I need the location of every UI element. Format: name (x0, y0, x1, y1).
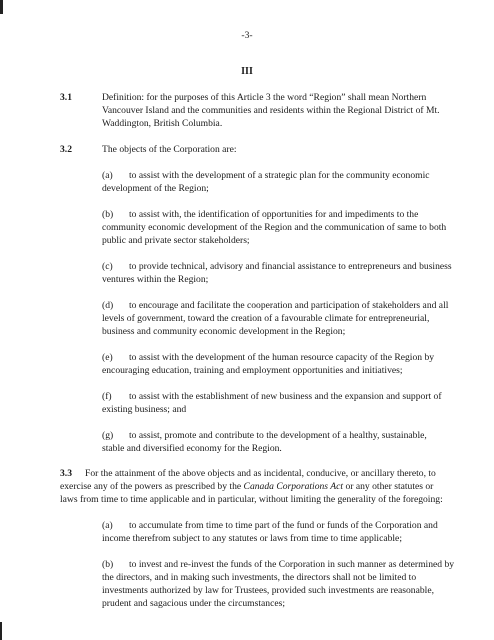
item-label: (a) (102, 520, 113, 531)
section-3-3-text: or any other statutes or (343, 481, 434, 492)
item-line: encouraging education, training and employment opportunities and initiatives; (102, 365, 403, 376)
item-label: (e) (102, 352, 113, 363)
item-line: investments authorized by law for Trustees, provided such investments are reasonable, (102, 585, 434, 596)
section-3-3-text: exercise any of the powers as prescribed by the (60, 481, 244, 492)
item-line: to provide technical, advisory and financial assistance to entrepreneurs and business (129, 261, 452, 272)
item-label: (f) (102, 391, 112, 402)
item-line: stable and diversified economy for the Region. (102, 443, 282, 454)
section-3-3-line: laws from time to time applicable and in particular, without limiting the generality of the foregoing: (60, 494, 443, 505)
scan-mark-bottom-left (0, 622, 2, 640)
item-line: to accumulate from time to time part of the fund or funds of the Corporation and (129, 520, 438, 531)
item-line: to assist with, the identification of opportunities for and impediments to the (129, 209, 419, 220)
section-3-1-line: Waddington, British Columbia. (102, 118, 223, 129)
item-line: levels of government, toward the creation of a favourable climate for entrepreneurial, (102, 313, 430, 324)
item-line: to assist with the development of a strategic plan for the community economic (129, 170, 430, 181)
item-line: business and community economic development in the Region; (102, 326, 346, 337)
item-label: (g) (102, 430, 114, 441)
item-line: development of the Region; (102, 183, 209, 194)
section-number-3-2: 3.2 (60, 144, 72, 155)
section-number-3-3: 3.3 (60, 468, 72, 479)
article-heading: III (241, 66, 253, 77)
section-3-2-intro: The objects of the Corporation are: (102, 144, 237, 155)
item-label: (b) (102, 559, 114, 570)
item-label: (b) (102, 209, 114, 220)
item-line: the directors, and in making such investments, the directors shall not be limited to (102, 572, 417, 583)
section-number-3-1: 3.1 (60, 92, 72, 103)
section-3-3-line: For the attainment of the above objects and as incidental, conducive, or ancillary thereto, to (85, 468, 436, 479)
item-line: income therefrom subject to any statutes or laws from time to time applicable; (102, 533, 402, 544)
page-number: -3- (241, 30, 253, 41)
item-line: community economic development of the Region and the communication of same to both (102, 222, 447, 233)
item-label: (a) (102, 170, 113, 181)
scan-mark-top-left (0, 0, 3, 14)
item-line: ventures within the Region; (102, 274, 209, 285)
item-label: (d) (102, 300, 114, 311)
item-line: public and private sector stakeholders; (102, 235, 250, 246)
item-line: to assist with the establishment of new business and the expansion and support of (129, 391, 442, 402)
item-label: (c) (102, 261, 113, 272)
act-name: Canada Corporations Act (243, 481, 344, 492)
item-line: to assist, promote and contribute to the development of a healthy, sustainable, (129, 430, 427, 441)
item-line: to assist with the development of the human resource capacity of the Region by (129, 352, 435, 363)
item-line: existing business; and (102, 404, 187, 415)
item-line: prudent and sagacious under the circumstances; (102, 598, 286, 609)
section-3-1-line: Definition: for the purposes of this Article 3 the word “Region” shall mean Northern (102, 92, 427, 103)
item-line: to invest and re-invest the funds of the Corporation in such manner as determined by (129, 559, 455, 570)
section-3-3-line (60, 481, 433, 494)
item-line: to encourage and facilitate the cooperation and participation of stakeholders and all (129, 300, 449, 311)
section-3-1-line: Vancouver Island and the communities and residents within the Regional District of Mt. (102, 105, 440, 116)
